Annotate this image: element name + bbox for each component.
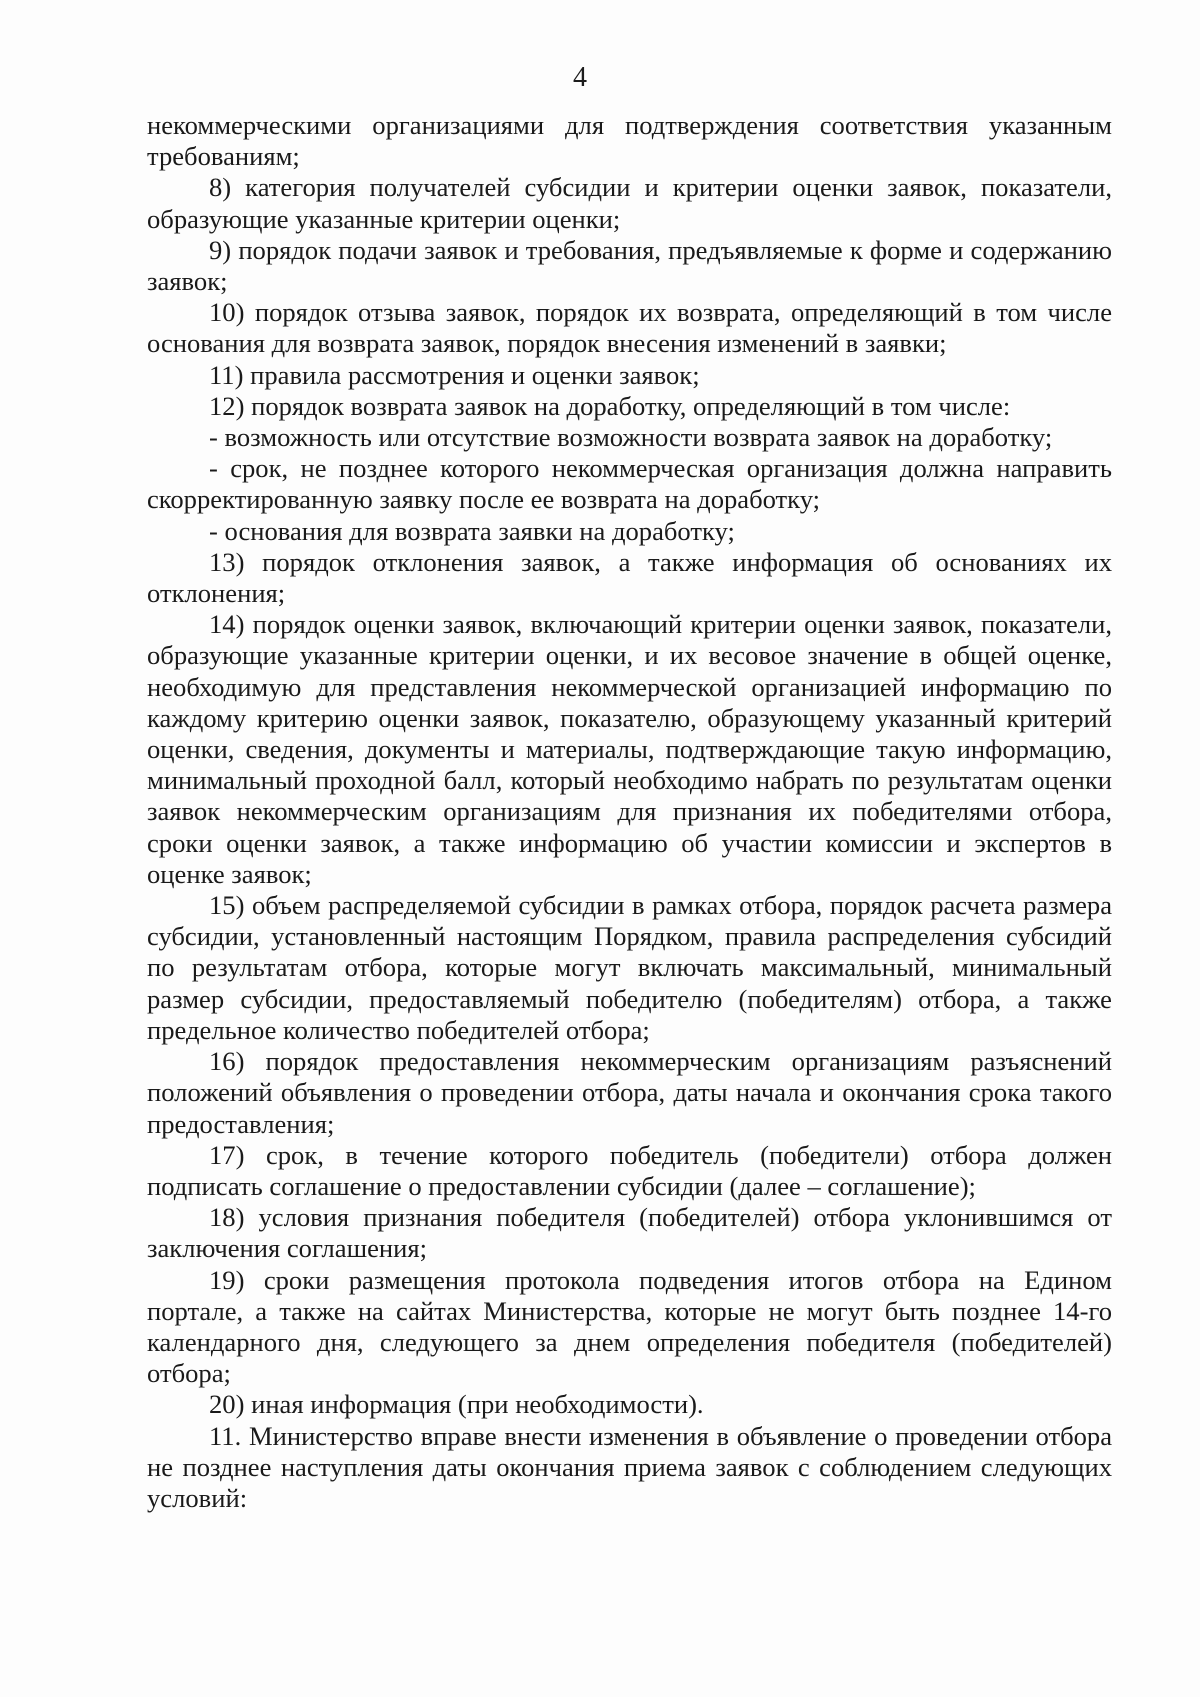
section-paragraph: 11. Министерство вправе внести изменения в объявление о проведении отбора не позднее наступления даты окончания приема заявок с соблюдением следующих условий: [147,1420,1112,1513]
sub-list-item: - возможность или отсутствие возможности возврата заявок на доработку; [209,422,1053,453]
list-item: 19) сроки размещения протокола подведения итогов отбора на Едином портале, а также на сайтах Министерства, которые не могут быть позднее 14-го календарного дня, следующего за днем определения победителя (победителей) отбора; [147,1264,1112,1389]
list-item: 13) порядок отклонения заявок, а также информация об основаниях их отклонения; [147,546,1112,609]
list-item: 12) порядок возврата заявок на доработку, определяющий в том числе: [209,390,1011,421]
sub-list-item: - основания для возврата заявки на доработку; [209,515,735,546]
list-item: 18) условия признания победителя (победителей) отбора уклонившимся от заключения соглашения; [147,1202,1112,1264]
list-item: 15) объем распределяемой субсидии в рамках отбора, порядок расчета размера субсидии, установленный настоящим Порядком, правила распределения субсидий по результатам отбора, которые могут включать максимальный, минимальный размер субсидии, предоставляемый победителю (победителям) отбора, а также предельное количество победителей отбора; [147,890,1112,1045]
page-number: 4 [573,62,587,93]
list-item: 11) правила рассмотрения и оценки заявок; [209,359,700,390]
list-item: 8) категория получателей субсидии и критерии оценки заявок, показатели, образующие указанные критерии оценки; [147,172,1112,234]
list-item: 16) порядок предоставления некоммерческим организациям разъяснений положений объявления о проведении отбора, даты начала и окончания срока такого предоставления; [147,1046,1112,1139]
sub-list-item: - срок, не позднее которого некоммерческая организация должна направить скорректированную заявку после ее возврата на доработку; [147,453,1112,515]
document-body [147,110,1112,1514]
list-item: 10) порядок отзыва заявок, порядок их возврата, определяющий в том числе основания для возврата заявок, порядок внесения изменений в заявки; [147,297,1112,359]
list-item: 17) срок, в течение которого победитель (победители) отбора должен подписать соглашение о предоставлении субсидии (далее – соглашение); [147,1139,1112,1201]
paragraph: некоммерческими организациями для подтверждения соответствия указанным требованиям; [147,110,1112,172]
list-item: 14) порядок оценки заявок, включающий критерии оценки заявок, показатели, образующие указанные критерии оценки, и их весовое значение в общей оценке, необходимую для представления некоммерческой организацией информацию по каждому критерию оценки заявок, показателю, образующему указанный критерий оценки, сведения, документы и материалы, подтверждающие такую информацию, минимальный проходной балл, который необходимо набрать по результатам оценки заявок некоммерческим организациям для признания их победителями отбора, сроки оценки заявок, а также информацию об участии комиссии и экспертов в оценке заявок; [147,609,1112,889]
list-item: 9) порядок подачи заявок и требования, предъявляемые к форме и содержанию заявок; [147,234,1112,297]
list-item: 20) иная информация (при необходимости). [209,1389,704,1420]
